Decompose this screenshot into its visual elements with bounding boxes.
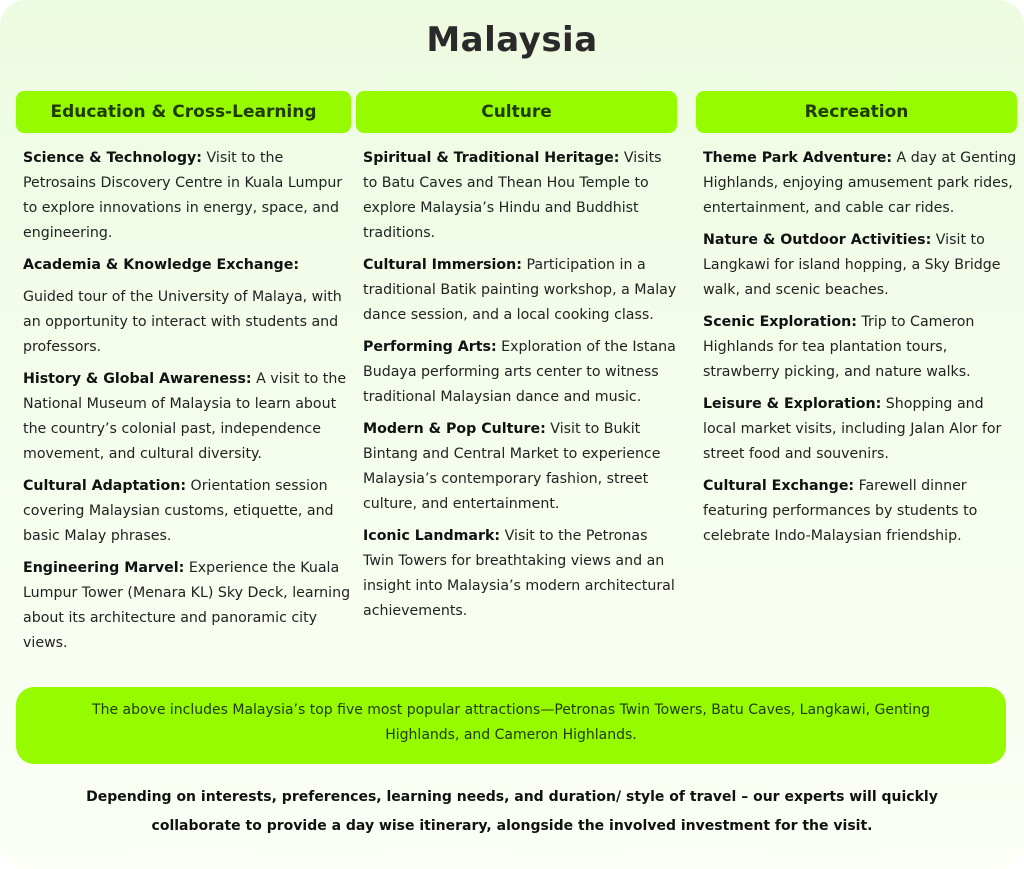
column-culture	[356, 91, 677, 631]
item-heading: Cultural Adaptation:	[23, 478, 187, 494]
item-heading: Modern & Pop Culture:	[363, 421, 546, 437]
item-heading: Spiritual & Traditional Heritage:	[363, 150, 620, 166]
list-item	[363, 146, 677, 246]
list-item	[23, 474, 351, 549]
item-text: Visit to Bukit Bintang and Central Market to experience Malaysia’s contemporary fashion, street culture, and entertainment.	[363, 421, 661, 512]
item-text: Participation in a traditional Batik painting workshop, a Malay dance session, and a local cooking class.	[363, 257, 677, 323]
list-item	[363, 335, 677, 410]
list-item	[23, 367, 351, 467]
item-heading: Leisure & Exploration:	[703, 396, 882, 412]
item-heading: Iconic Landmark:	[363, 528, 501, 544]
list-item	[23, 146, 351, 246]
column-education	[16, 91, 351, 663]
education-list	[16, 146, 351, 656]
item-heading: Cultural Exchange:	[703, 478, 855, 494]
item-text: Experience the Kuala Lumpur Tower (Menara KL) Sky Deck, learning about its architecture and panoramic city views.	[23, 560, 351, 651]
item-heading: Science & Technology:	[23, 150, 202, 166]
list-item	[703, 392, 1017, 467]
list-item	[23, 253, 351, 360]
item-heading: Theme Park Adventure:	[703, 150, 892, 166]
item-text: Farewell dinner featuring performances by students to celebrate Indo-Malaysian friendship.	[703, 478, 978, 544]
item-heading: Nature & Outdoor Activities:	[703, 232, 932, 248]
column-header-recreation: Recreation	[696, 91, 1017, 133]
list-item	[703, 474, 1017, 549]
column-header-culture: Culture	[356, 91, 677, 133]
culture-list	[356, 146, 677, 624]
recreation-list	[696, 146, 1017, 549]
banner-text: The above includes Malaysia’s top five most popular attractions—Petronas Twin Towers, Batu Caves, Langkawi, Genting Highlands, and Cameron Highlands.	[92, 702, 930, 743]
list-item	[703, 228, 1017, 303]
list-item	[703, 146, 1017, 221]
page-title: Malaysia	[426, 20, 598, 60]
item-heading: Scenic Exploration:	[703, 314, 857, 330]
item-text: Guided tour of the University of Malaya, with an opportunity to interact with students and professors.	[23, 289, 342, 355]
item-text: Visits to Batu Caves and Thean Hou Temple to explore Malaysia’s Hindu and Buddhist traditions.	[363, 150, 662, 241]
item-text: Visit to Langkawi for island hopping, a Sky Bridge walk, and scenic beaches.	[703, 232, 1001, 298]
item-text: Trip to Cameron Highlands for tea plantation tours, strawberry picking, and nature walks.	[703, 314, 975, 380]
list-item	[363, 524, 677, 624]
item-heading: Academia & Knowledge Exchange:	[23, 257, 299, 273]
item-text: A day at Genting Highlands, enjoying amusement park rides, entertainment, and cable car rides.	[703, 150, 1017, 216]
item-text: A visit to the National Museum of Malaysia to learn about the country’s colonial past, independence movement, and cultural diversity.	[23, 371, 347, 462]
item-heading: Performing Arts:	[363, 339, 497, 355]
list-item	[23, 556, 351, 656]
footer-note: Depending on interests, preferences, learning needs, and duration/ style of travel – our experts will quickly collaborate to provide a day wise itinerary, alongside the involved investment for the visit.	[86, 789, 938, 834]
item-text: Shopping and local market visits, including Jalan Alor for street food and souvenirs.	[703, 396, 1002, 462]
column-header-education: Education & Cross-Learning	[16, 91, 351, 133]
column-recreation	[696, 91, 1017, 556]
item-text: Orientation session covering Malaysian customs, etiquette, and basic Malay phrases.	[23, 478, 334, 544]
item-heading: Engineering Marvel:	[23, 560, 185, 576]
item-heading: Cultural Immersion:	[363, 257, 522, 273]
item-text: Visit to the Petronas Twin Towers for breathtaking views and an insight into Malaysia’s modern architectural achievements.	[363, 528, 675, 619]
item-text: Visit to the Petrosains Discovery Centre in Kuala Lumpur to explore innovations in energy, space, and engineering.	[23, 150, 343, 241]
list-item	[363, 253, 677, 328]
list-item	[703, 310, 1017, 385]
item-heading: History & Global Awareness:	[23, 371, 252, 387]
list-item	[363, 417, 677, 517]
attractions-banner	[16, 687, 1006, 764]
item-text: Exploration of the Istana Budaya performing arts center to witness traditional Malaysian dance and music.	[363, 339, 676, 405]
